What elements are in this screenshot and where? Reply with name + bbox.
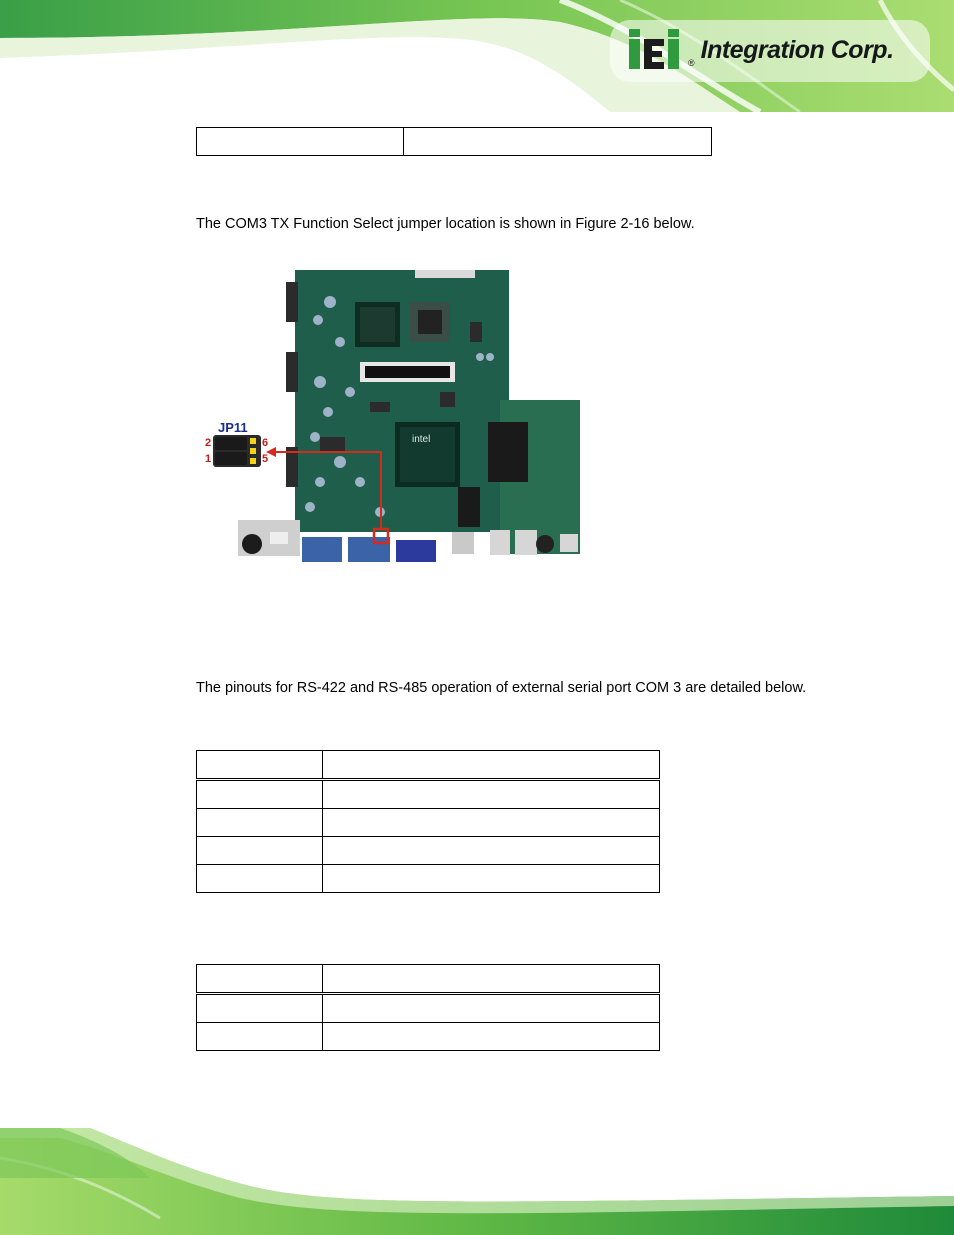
table-cell [323,965,660,994]
table-cell [323,809,660,837]
table-cell [197,994,323,1023]
table-cell [323,1023,660,1051]
table-cell [323,837,660,865]
table-cell [197,1023,323,1051]
table-cell [323,780,660,809]
table-cell [323,865,660,893]
table-row [197,128,712,156]
pin-label-6: 6 [262,437,269,449]
table-cell [197,809,323,837]
jumper-label: JP11 [218,420,248,435]
table-row [197,837,660,865]
table-row [197,809,660,837]
motherboard-image [200,262,585,566]
table-cell [197,837,323,865]
company-logo [628,28,894,72]
table-row [197,780,660,809]
pin-label-1: 1 [205,453,212,465]
registered-mark: ® [688,58,695,68]
table-header-row [197,965,660,994]
pin-label-5: 5 [262,453,269,465]
table-cell [197,751,323,780]
header-band [0,0,954,112]
footer-swoosh [0,1128,954,1235]
chip-brand-label: intel [412,434,431,445]
paragraph-pinouts: The pinouts for RS-422 and RS-485 operation of external serial port COM 3 are detailed below. [196,680,807,696]
table-cell [323,751,660,780]
table-cell [197,128,404,156]
iei-logo-icon [628,29,686,71]
table-row [197,994,660,1023]
table-cell [197,965,323,994]
pin-label-2: 2 [205,437,212,449]
board-figure [200,262,585,566]
table-row [197,865,660,893]
footer-band [0,1128,954,1235]
table-row [197,1023,660,1051]
paragraph-jumper-location: The COM3 TX Function Select jumper location is shown in Figure 2-16 below. [196,216,695,232]
table-cell [197,780,323,809]
table-cell [323,994,660,1023]
logo-text: Integration Corp. [700,35,894,64]
rs485-pinout-table [196,964,660,1051]
table-cell [197,865,323,893]
top-table [196,127,712,156]
rs422-pinout-table [196,750,660,893]
logo-mark [628,29,686,71]
table-header-row [197,751,660,780]
table-cell [404,128,712,156]
